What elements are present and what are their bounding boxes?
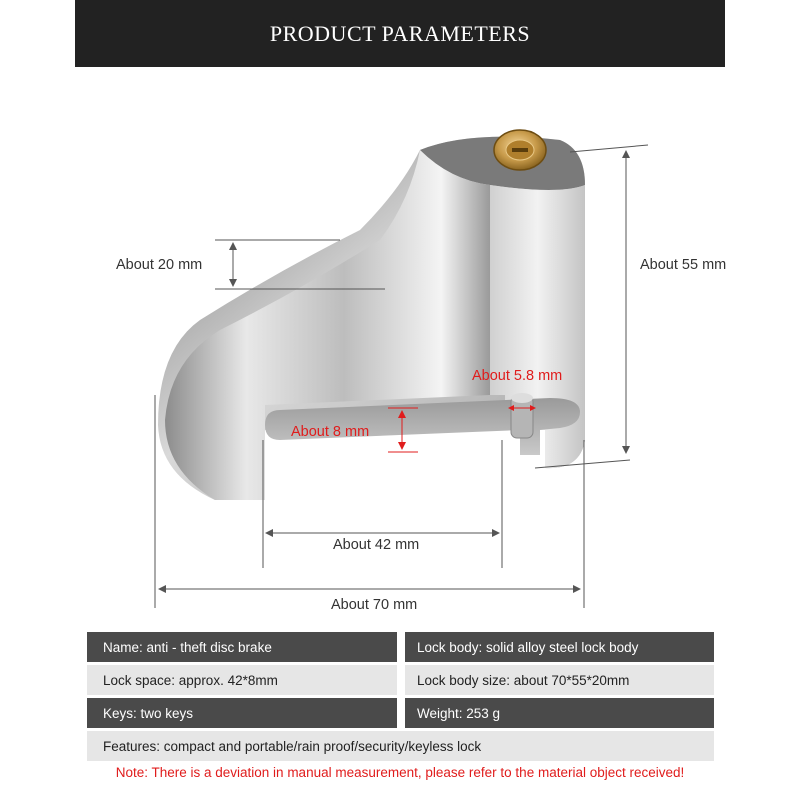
- dimension-42mm: [263, 440, 502, 568]
- disc-lock-illustration: [158, 130, 585, 500]
- label-about-5-8mm: About 5.8 mm: [472, 368, 563, 384]
- label-about-42mm: About 42 mm: [333, 537, 420, 553]
- label-about-20mm: About 20 mm: [116, 257, 203, 273]
- spec-keys: Keys: two keys: [87, 698, 397, 728]
- spec-row: [87, 632, 714, 662]
- spec-lock-space: Lock space: approx. 42*8mm: [87, 665, 397, 695]
- key-slot: [512, 148, 528, 152]
- spec-lock-body: Lock body: solid alloy steel lock body: [405, 632, 714, 662]
- measurement-note: Note: There is a deviation in manual measurement, please refer to the material object received!: [115, 765, 685, 780]
- spec-row: [87, 698, 714, 728]
- spec-row: [87, 731, 714, 761]
- spec-table: [87, 632, 714, 764]
- label-about-8mm: About 8 mm: [291, 424, 370, 440]
- spec-weight: Weight: 253 g: [405, 698, 714, 728]
- spec-name: Name: anti - theft disc brake: [87, 632, 397, 662]
- page-title: PRODUCT PARAMETERS: [269, 20, 531, 46]
- spec-features: Features: compact and portable/rain proof/security/keyless lock: [87, 731, 714, 761]
- label-about-70mm: About 70 mm: [331, 597, 418, 613]
- spec-lock-size: Lock body size: about 70*55*20mm: [405, 665, 714, 695]
- spec-row: [87, 665, 714, 695]
- lock-pin-top: [511, 393, 533, 403]
- label-about-55mm: About 55 mm: [640, 257, 727, 273]
